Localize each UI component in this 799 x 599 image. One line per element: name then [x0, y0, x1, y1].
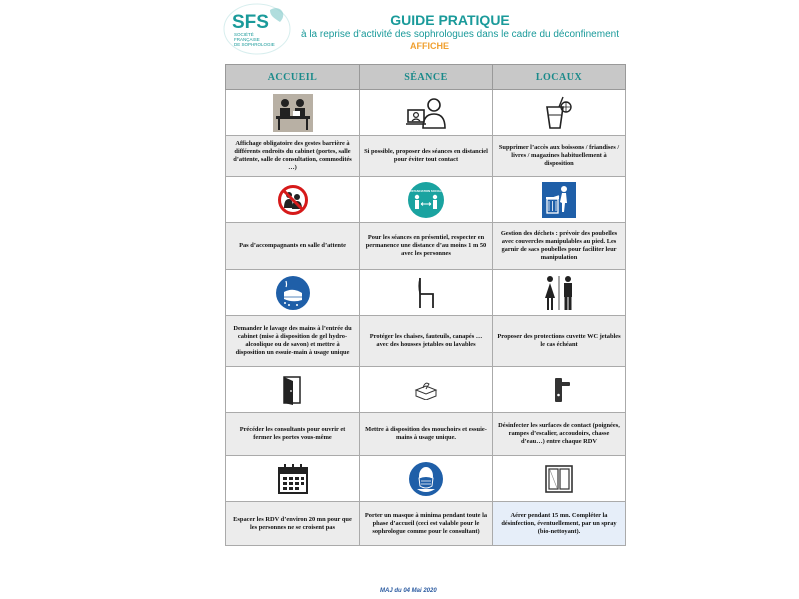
text-row [226, 223, 626, 270]
logo-line1: SOCIÉTÉ [234, 32, 254, 37]
instruction-text: Proposer des protections cuvette WC jetables le cas échéant [493, 316, 626, 367]
video-consultation-icon [406, 96, 446, 130]
logo-line3: DE SOPHROLOGIE [234, 42, 275, 47]
calendar-icon [277, 463, 309, 495]
instruction-text: Porter un masque à minima pendant toute la phase d’accueil (ceci est valable pour le sophrologue comme pour le consultant) [360, 502, 493, 546]
column-header-accueil: ACCUEIL [226, 65, 360, 90]
logo-line2: FRANÇAISE [234, 37, 260, 42]
text-row [226, 316, 626, 367]
column-header-seance: SÉANCE [360, 65, 493, 90]
icon-cell [226, 90, 360, 136]
window-icon [544, 464, 574, 494]
instruction-text: Pour les séances en présentiel, respecter en permanence une distance d’au moins 1 m 50 avec les personnes [360, 223, 493, 270]
instruction-text: Protéger les chaises, fauteuils, canapés … avec des housses jetables ou lavables [360, 316, 493, 367]
text-row [226, 136, 626, 177]
instruction-text: Aérer pendant 15 mn. Compléter la désinfection, éventuellement, par un spray (bio-nettoyant). [493, 502, 626, 546]
affiche-badge: AFFICHE [410, 41, 449, 51]
update-date: MAJ du 04 Mai 2020 [380, 588, 437, 594]
chair-icon [413, 276, 439, 310]
distancing-sign-text: DISTANCIATION SOCIALE [408, 188, 444, 193]
instruction-text: Supprimer l’accès aux boissons / friandises / livres / magazines habituellement à disposition [493, 136, 626, 177]
icon-cell [493, 90, 626, 136]
instruction-text: Si possible, proposer des séances en distanciel pour éviter tout contact [360, 136, 493, 177]
open-door-icon [281, 375, 305, 405]
page-subtitle: à la reprise d’activité des sophrologues dans le cadre du déconfinement [301, 29, 619, 40]
instruction-text: Pas d’accompagnants en salle d’attente [226, 223, 360, 270]
text-row [226, 502, 626, 546]
logo-acronym: SFS [232, 12, 269, 33]
text-row [226, 413, 626, 456]
page-title: GUIDE PRATIQUE [390, 12, 510, 28]
icon-row [226, 90, 626, 136]
icon-cell [493, 270, 626, 316]
icon-cell [493, 367, 626, 413]
icon-cell [360, 177, 493, 223]
instruction-text: Espacer les RDV d’environ 20 mn pour que les personnes ne se croisent pas [226, 502, 360, 546]
no-drinks-icon [539, 95, 579, 131]
icon-cell [226, 270, 360, 316]
icon-cell [360, 270, 493, 316]
guide-table [225, 64, 626, 546]
icon-row [226, 270, 626, 316]
reception-desk-icon [273, 94, 313, 132]
table-header-row [226, 65, 626, 90]
column-header-locaux: LOCAUX [493, 65, 626, 90]
instruction-text: Désinfecter les surfaces de contact (poignées, rampes d’escalier, accoudoirs, chasse d’eau…) entre chaque RDV [493, 413, 626, 456]
instruction-text: Gestion des déchets : prévoir des poubelles avec couvercles manipulables au pied. Les garnir de sacs poubelles pour faciliter leur manipulation [493, 223, 626, 270]
waste-bin-icon [542, 182, 576, 218]
instruction-text: Affichage obligatoire des gestes barrière à différents endroits du cabinet (portes, salle d’attente, salle de consultation, commodités …) [226, 136, 360, 177]
icon-cell [360, 456, 493, 502]
tissue-box-icon [412, 380, 440, 400]
icon-cell [360, 367, 493, 413]
icon-cell [226, 456, 360, 502]
instruction-text: Précéder les consultants pour ouvrir et fermer les portes vous-même [226, 413, 360, 456]
icon-cell [226, 177, 360, 223]
icon-cell [360, 90, 493, 136]
instruction-text: Mettre à disposition des mouchoirs et essuie-mains à usage unique. [360, 413, 493, 456]
sfs-logo [222, 2, 292, 56]
icon-cell [226, 367, 360, 413]
icon-row [226, 456, 626, 502]
door-handle-icon [547, 376, 571, 404]
icon-row [226, 367, 626, 413]
social-distancing-icon [407, 181, 445, 219]
face-mask-icon [408, 461, 444, 497]
icon-cell [493, 177, 626, 223]
hand-washing-icon [275, 275, 311, 311]
no-companions-icon [277, 184, 309, 216]
icon-cell [493, 456, 626, 502]
icon-row [226, 177, 626, 223]
instruction-text: Demander le lavage des mains à l’entrée du cabinet (mise à disposition de gel hydro-alcoolique ou de savon) et mettre à disposition un essuie-main à usage unique [226, 316, 360, 367]
toilets-icon [541, 274, 577, 312]
